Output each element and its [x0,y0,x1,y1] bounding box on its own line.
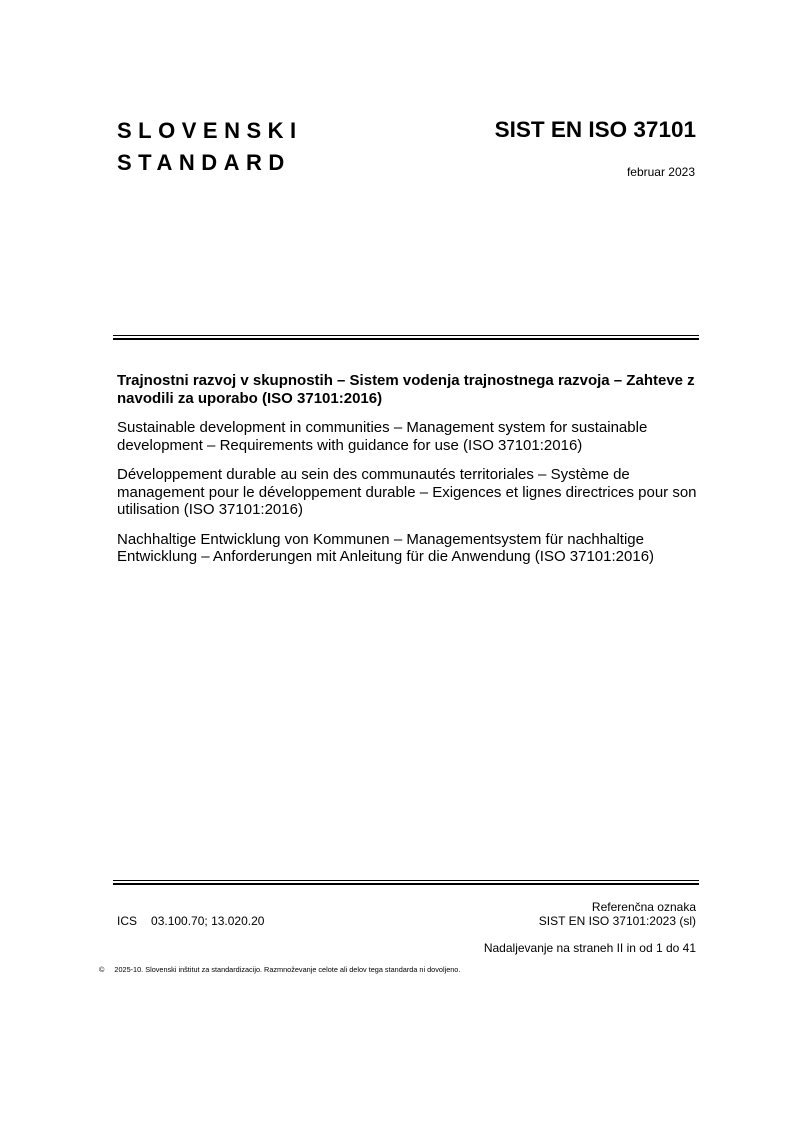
title-divider-top-thick [113,338,699,340]
publication-date: februar 2023 [626,165,695,179]
standard-number: SIST EN ISO 37101 [494,117,696,142]
title-french: Développement durable au sein des communautés territoriales – Système de management pour le développement durable – Exigences et lignes directrices pour son utilisation (ISO 37101:2016) [117,466,697,518]
title-english: Sustainable development in communities – Management system for sustainable development – Requirements with guidance for use (ISO 37101:2016) [117,419,648,454]
title-divider-top-thin [113,335,699,336]
ics-label: ICS [117,914,138,928]
ics-codes: 03.100.70; 13.020.20 [151,914,265,928]
title-german: Nachhaltige Entwicklung von Kommunen – Managementsystem für nachhaltige Entwicklung – Anforderungen mit Anleitung für die Anwendung (ISO 37101:2016) [117,530,655,565]
reference-value: SIST EN ISO 37101:2023 (sl) [538,914,696,928]
reference-label: Referenčna oznaka [591,900,696,914]
copyright-icon: © [99,965,105,974]
ics-classification [117,914,264,928]
title-block [117,372,699,578]
document-brand [117,115,303,179]
footer-divider-thick [113,883,699,885]
copyright-text: 2025-10. Slovenski inštitut za standardizacijo. Razmnoževanje celote ali delov tega standarda ni dovoljeno. [114,965,461,974]
brand-line-slovenski: SLOVENSKI [117,118,303,143]
copyright-notice [99,965,460,975]
brand-line-standard: STANDARD [117,150,291,175]
footer-divider-thin [113,880,699,881]
title-slovenian: Trajnostni razvoj v skupnostih – Sistem vodenja trajnostnega razvoja – Zahteve z navodili za uporabo (ISO 37101:2016) [117,372,695,407]
page-continuation-note: Nadaljevanje na straneh II in od 1 do 41 [483,941,696,955]
